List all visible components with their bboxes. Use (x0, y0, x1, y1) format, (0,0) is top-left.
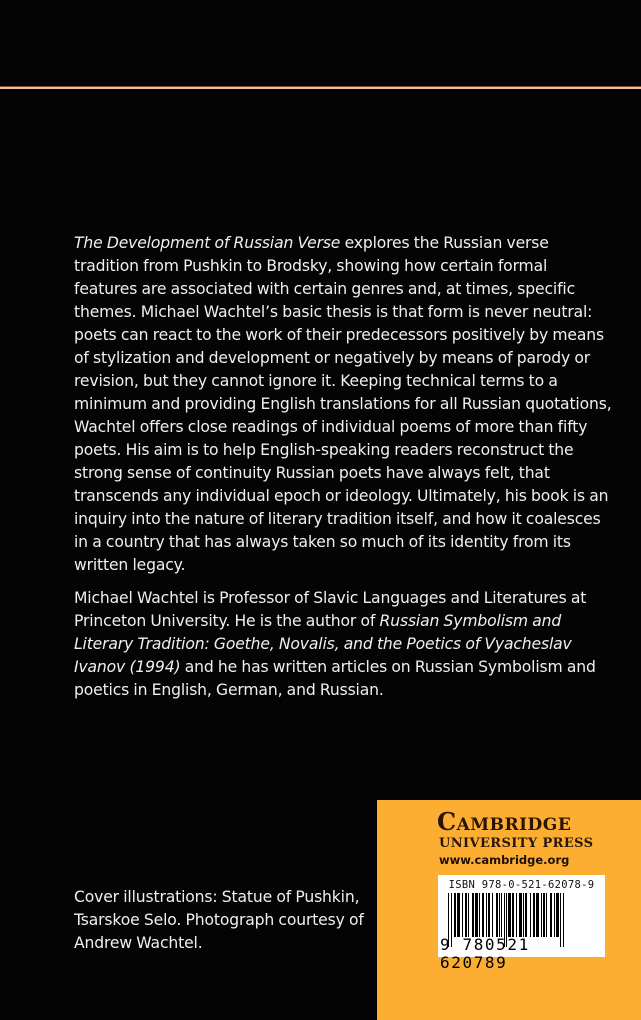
description-text: explores the Russian verse tradition from Pushkin to Brodsky, showing how certain formal features are associated with certain genres and, at times, specific themes. Michael Wachtel’s basic thesis is that form is never neutral: poets can react to the work of their predecessors positively by means of stylization and development or negatively by means of parody or revision, but they cannot ignore it. Keeping technical terms to a minimum and providing English translations for all Russian quotations, Wachtel offers close readings of individual poems of more than fifty poets. His aim is to help English-speaking readers reconstruct the strong sense of continuity Russian poets have always felt, that transcends any individual epoch or ideology. Ultimately, his book is an inquiry into the nature of literary tradition itself, and how it coalesces in a country that has always taken so much of its identity from its written legacy. (74, 234, 612, 574)
publisher-panel (377, 800, 641, 1020)
publisher-url: www.cambridge.org (439, 853, 570, 867)
cover-illustration-credit: Cover illustrations: Statue of Pushkin, Tsarskoe Selo. Photograph courtesy of Andrew Wachtel. (74, 888, 364, 952)
publisher-subtitle: UNIVERSITY PRESS (439, 836, 594, 851)
isbn-label: ISBN 978-0-521-62078-9 (448, 879, 595, 891)
description-paragraph (74, 232, 614, 577)
book-title: The Development of Russian Verse (74, 234, 341, 252)
barcode-digits: 9 780521 620789 (440, 935, 530, 972)
author-bio-text-end: and he has written articles on Russian Symbolism and poetics in English, German, and Russian. (74, 658, 596, 699)
decorative-rule (0, 87, 641, 89)
previous-book-title: Russian Symbolism and Literary Tradition: Goethe, Novalis, and the Poetics of Vyacheslav Ivanov (1994) (74, 612, 572, 676)
author-bio-paragraph (74, 587, 614, 702)
publisher-name: Cambridge (437, 807, 572, 836)
back-cover-blurb (74, 232, 614, 712)
isbn-barcode (438, 875, 605, 972)
publisher-logo (437, 808, 593, 869)
author-bio-text-start: Michael Wachtel is Professor of Slavic Languages and Literatures at Princeton University. He is the author of (74, 589, 587, 630)
